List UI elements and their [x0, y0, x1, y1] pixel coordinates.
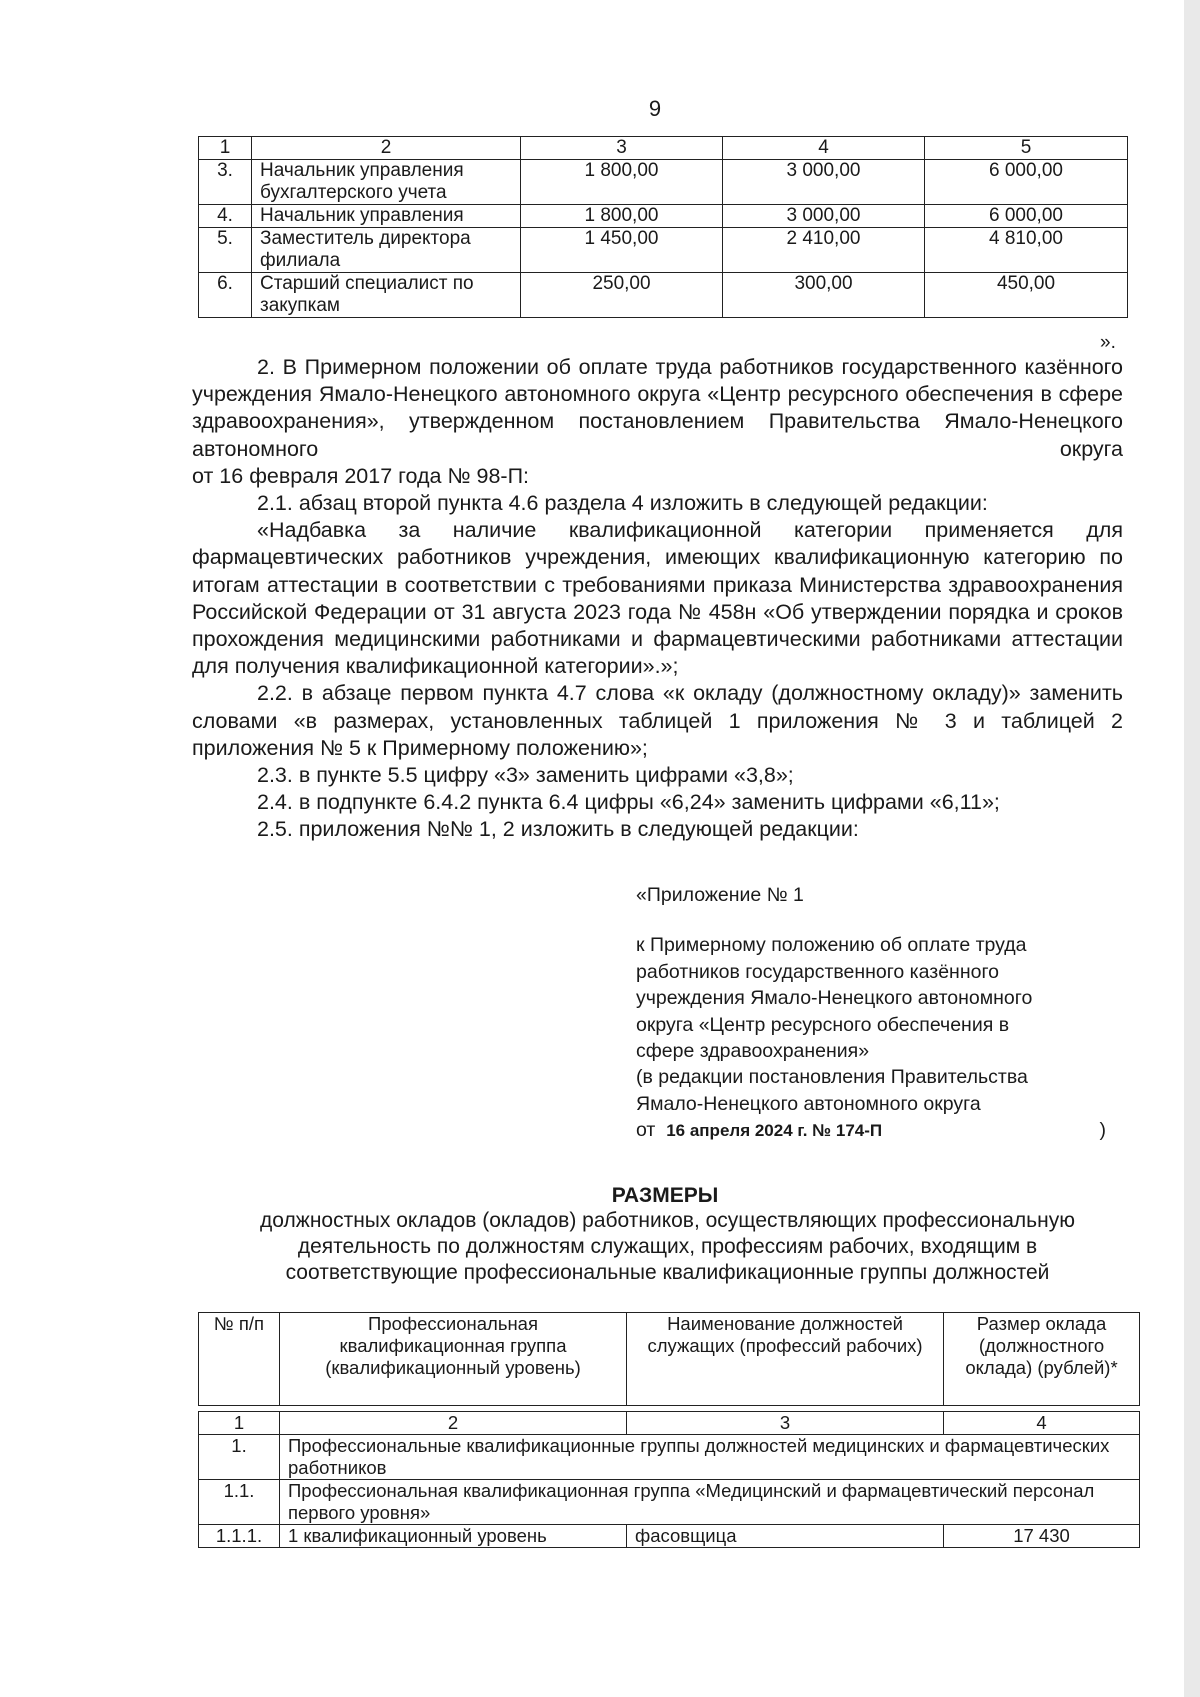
closing-quote-mark: ».: [1100, 332, 1116, 353]
table-header-row: [199, 1313, 1140, 1406]
date-prefix: от: [636, 1119, 656, 1142]
col-number: 4: [944, 1412, 1140, 1435]
appendix-line: (в редакции постановления Правительства: [636, 1066, 1028, 1089]
appendix-line: Ямало-Ненецкого автономного округа: [636, 1092, 981, 1115]
position-name: Заместитель директора филиала: [252, 228, 521, 273]
qualification-level: 1 квалификационный уровень: [280, 1525, 627, 1548]
group-title: Профессиональные квалификационные группы должностей медицинских и фармацевтических работников: [280, 1435, 1140, 1480]
appendix-line: учреждения Ямало-Ненецкого автономного: [636, 987, 1033, 1010]
paragraph-quote: «Надбавка за наличие квалификационной категории применяется для фармацевтических работников учреждения, имеющих квалификационную категорию по итогам аттестации в соответствии с требованиями приказа Министерства здравоохранения Российской Федерации от 31 августа 2023 года № 458н «Об утверждении порядка и сроков прохождения медицинскими работниками и фармацевтическими работниками аттестации для получения квалификационной категории».»;: [192, 518, 1123, 679]
paragraph-2: 2. В Примерном положении об оплате труда работников государственного казённого учреждения Ямало-Ненецкого автономного округа «Центр ресурсного обеспечения в сфере здравоохранения», утвержденном постановлением Правительства Ямало-Ненецкого автономного округа: [192, 355, 1123, 461]
col-header: 5: [925, 137, 1128, 160]
table-header-row: [199, 137, 1128, 160]
position-name: Начальник управления: [252, 205, 521, 228]
document-body: [192, 354, 1123, 844]
subtitle-line: должностных окладов (окладов) работников, осуществляющих профессиональную: [260, 1209, 1075, 1232]
col-number: 2: [280, 1412, 627, 1435]
value-cell: 2 410,00: [723, 228, 925, 273]
col-header: 1: [199, 137, 252, 160]
scan-edge: [1184, 0, 1200, 1697]
table-row: [199, 160, 1128, 205]
row-number: 1.1.: [199, 1480, 280, 1525]
subtitle-line: соответствующие профессиональные квалификационные группы должностей: [285, 1261, 1050, 1284]
page-number: 9: [648, 96, 662, 121]
table-row: [199, 1480, 1140, 1525]
row-number: 6.: [199, 273, 252, 318]
group-title: Профессиональная квалификационная группа «Медицинский и фармацевтический персонал первого уровня»: [280, 1480, 1140, 1525]
subtitle-line: деятельность по должностям служащих, профессиям рабочих, входящим в: [297, 1235, 1038, 1258]
position-name: фасовщица: [627, 1525, 944, 1548]
paragraph-2-2: 2.2. в абзаце первом пункта 4.7 слова «к окладу (должностному окладу)» заменить словами «в размерах, установленных таблицей 1 приложения № 3 и таблицей 2 приложения № 5 к Примерному положению»;: [192, 681, 1123, 760]
row-number: 3.: [199, 160, 252, 205]
table-row: [199, 205, 1128, 228]
col-header-position: Наименование должностей служащих (профессий рабочих): [627, 1313, 944, 1406]
table-row: [199, 228, 1128, 273]
col-header-group: Профессиональная квалификационная группа (квалификационный уровень): [280, 1313, 627, 1406]
column-numbers-row: [199, 1412, 1140, 1435]
row-number: 5.: [199, 228, 252, 273]
value-cell: 3 000,00: [723, 205, 925, 228]
position-name: Начальник управления бухгалтерского учета: [252, 160, 521, 205]
appendix-title: «Приложение № 1: [636, 884, 804, 906]
salary-value: 17 430: [944, 1525, 1140, 1548]
col-header: 3: [521, 137, 723, 160]
col-number: 3: [627, 1412, 944, 1435]
value-cell: 6 000,00: [925, 205, 1128, 228]
value-cell: 4 810,00: [925, 228, 1128, 273]
appendix-header: [636, 882, 1136, 1145]
col-header-number: № п/п: [199, 1313, 280, 1406]
col-header: 4: [723, 137, 925, 160]
paragraph-2-4: 2.4. в подпункте 6.4.2 пункта 6.4 цифры «6,24» заменить цифрами «6,11»;: [257, 790, 1000, 815]
value-cell: 1 800,00: [521, 205, 723, 228]
value-cell: 3 000,00: [723, 160, 925, 205]
value-cell: 1 800,00: [521, 160, 723, 205]
col-number: 1: [199, 1412, 280, 1435]
appendix-line: сфере здравоохранения»: [636, 1040, 870, 1063]
paragraph-2-1: 2.1. абзац второй пункта 4.6 раздела 4 изложить в следующей редакции:: [257, 491, 988, 516]
row-number: 1.: [199, 1435, 280, 1480]
decree-date: 16 апреля 2024 г. № 174-П: [666, 1121, 883, 1141]
section-subtitle: [190, 1208, 1145, 1286]
appendix-line: к Примерному положению об оплате труда: [636, 934, 1027, 957]
position-name: Старший специалист по закупкам: [252, 273, 521, 318]
paragraph-2-end: от 16 февраля 2017 года № 98-П:: [192, 463, 530, 488]
appendix-line: работников государственного казённого: [636, 960, 999, 983]
row-number: 4.: [199, 205, 252, 228]
value-cell: 250,00: [521, 273, 723, 318]
value-cell: 300,00: [723, 273, 925, 318]
salary-table-top: [198, 136, 1128, 318]
row-number: 1.1.1.: [199, 1525, 280, 1548]
col-header-salary: Размер оклада (должностного оклада) (рублей)*: [944, 1313, 1140, 1406]
col-header: 2: [252, 137, 521, 160]
paragraph-2-3: 2.3. в пункте 5.5 цифру «3» заменить цифрами «3,8»;: [257, 763, 794, 788]
salary-table-qualification: [198, 1312, 1140, 1548]
appendix-line: округа «Центр ресурсного обеспечения в: [636, 1013, 1010, 1036]
appendix-date-line: [636, 1117, 1136, 1144]
paragraph-2-5: 2.5. приложения №№ 1, 2 изложить в следующей редакции:: [257, 817, 859, 842]
table-row: [199, 1435, 1140, 1480]
table-row: [199, 1525, 1140, 1548]
section-title: РАЗМЕРЫ: [611, 1184, 719, 1207]
value-cell: 1 450,00: [521, 228, 723, 273]
value-cell: 450,00: [925, 273, 1128, 318]
value-cell: 6 000,00: [925, 160, 1128, 205]
table-row: [199, 273, 1128, 318]
closing-paren: ): [1099, 1119, 1106, 1142]
